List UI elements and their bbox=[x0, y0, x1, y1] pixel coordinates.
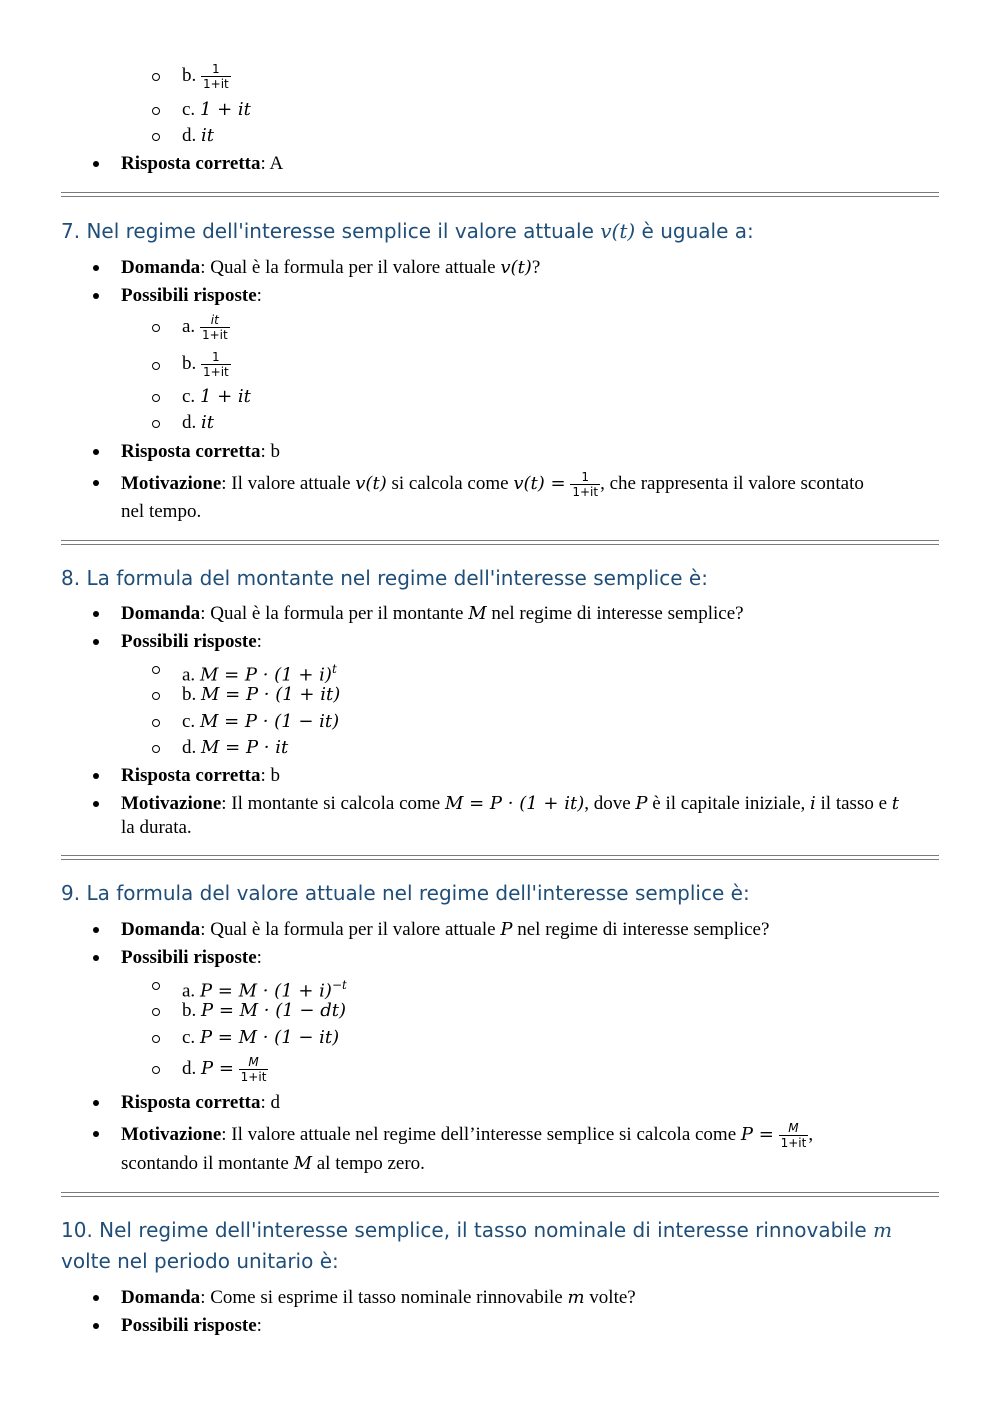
math-expression: M = P · it bbox=[201, 737, 289, 758]
correct-answer-value: : b bbox=[260, 441, 281, 462]
question-8-heading: 8. La formula del montante nel regime dell'interesse semplice è: bbox=[61, 566, 708, 590]
motivation bbox=[121, 470, 864, 499]
math-expression: v(t) = bbox=[513, 472, 566, 494]
answers-label: Possibili risposte bbox=[121, 947, 257, 968]
bullet bbox=[93, 161, 99, 167]
fraction-denominator: 1+it bbox=[780, 1136, 807, 1150]
bullet bbox=[93, 639, 99, 645]
option-bullet bbox=[152, 362, 160, 370]
option-a bbox=[182, 313, 230, 342]
option-bullet bbox=[152, 324, 160, 332]
option-label: a. bbox=[182, 315, 196, 337]
bullet bbox=[93, 611, 99, 617]
bullet bbox=[93, 1100, 99, 1106]
prompt-text: : Qual è la formula per il valore attuale bbox=[200, 257, 501, 278]
math-expression: i bbox=[810, 793, 816, 814]
fraction-denominator: 1+it bbox=[203, 365, 229, 379]
fraction-numerator: M bbox=[788, 1121, 799, 1135]
fraction-numerator: it bbox=[210, 313, 219, 327]
math-exponent: t bbox=[331, 662, 337, 676]
motivation-text: al tempo zero. bbox=[312, 1153, 425, 1174]
math-expression: M bbox=[468, 603, 487, 624]
motivation-text: : Il valore attuale bbox=[221, 472, 356, 494]
answers-heading bbox=[121, 947, 262, 969]
option-c bbox=[182, 99, 251, 121]
motivation-text: si calcola come bbox=[386, 472, 514, 494]
option-c bbox=[182, 1027, 339, 1049]
answers-heading bbox=[121, 1315, 262, 1337]
correct-answer-value: : A bbox=[260, 153, 284, 174]
option-bullet bbox=[152, 745, 160, 753]
answers-colon: : bbox=[256, 285, 262, 306]
correct-answer bbox=[121, 765, 280, 787]
math-expression: P = bbox=[201, 1057, 234, 1079]
fraction-denominator: 1+it bbox=[572, 485, 599, 499]
motivation-text: il tasso e bbox=[815, 793, 892, 814]
math-expression: it bbox=[201, 125, 214, 146]
prompt-text: : Qual è la formula per il montante bbox=[200, 603, 469, 624]
bullet bbox=[93, 449, 99, 455]
section-divider bbox=[61, 1192, 939, 1197]
fraction-numerator: 1 bbox=[212, 350, 220, 364]
bullet bbox=[93, 1295, 99, 1301]
option-label: b. bbox=[182, 64, 197, 86]
bullet bbox=[93, 955, 99, 961]
prompt-label: Domanda bbox=[121, 919, 201, 940]
motivation-text: , che rappresenta il valore scontato bbox=[600, 472, 864, 494]
option-b bbox=[182, 350, 231, 379]
motivation-label: Motivazione bbox=[121, 1123, 222, 1145]
option-bullet bbox=[152, 1066, 160, 1074]
question-prompt bbox=[121, 603, 744, 625]
fraction bbox=[779, 1121, 809, 1150]
answers-label: Possibili risposte bbox=[121, 285, 257, 306]
prompt-text: volte? bbox=[584, 1287, 636, 1308]
motivation bbox=[121, 1121, 813, 1150]
math-expression: M bbox=[293, 1153, 312, 1174]
answers-colon: : bbox=[256, 631, 262, 652]
math-expression: P = M · (1 − it) bbox=[199, 1027, 340, 1048]
answers-heading bbox=[121, 631, 262, 653]
option-bullet bbox=[152, 107, 160, 115]
fraction bbox=[201, 62, 231, 91]
fraction-numerator: M bbox=[248, 1055, 259, 1069]
answers-label: Possibili risposte bbox=[121, 631, 257, 652]
math-expression: v(t) bbox=[600, 219, 636, 243]
motivation-line-2: nel tempo. bbox=[121, 501, 202, 522]
option-bullet bbox=[152, 133, 160, 141]
math-expression: P = bbox=[740, 1123, 774, 1145]
fraction bbox=[239, 1055, 269, 1084]
option-a bbox=[182, 974, 347, 1002]
prompt-text: : Come si esprime il tasso nominale rinnovabile bbox=[200, 1287, 568, 1308]
bullet bbox=[93, 480, 99, 486]
option-bullet bbox=[152, 73, 160, 81]
heading-text: è uguale a: bbox=[635, 219, 754, 243]
option-label: a. bbox=[182, 980, 196, 1002]
motivation-text: , dove bbox=[584, 793, 636, 814]
motivation-label: Motivazione bbox=[121, 472, 222, 494]
option-bullet bbox=[152, 982, 160, 990]
answers-colon: : bbox=[256, 947, 262, 968]
option-bullet bbox=[152, 1035, 160, 1043]
motivation-text: scontando il montante bbox=[121, 1153, 294, 1174]
option-label: d. bbox=[182, 737, 197, 758]
answers-heading bbox=[121, 285, 262, 307]
question-prompt bbox=[121, 1287, 636, 1309]
fraction bbox=[201, 350, 231, 379]
option-label: c. bbox=[182, 1027, 196, 1048]
question-prompt bbox=[121, 919, 769, 941]
option-label: a. bbox=[182, 664, 196, 686]
option-d bbox=[182, 412, 214, 434]
fraction-denominator: 1+it bbox=[203, 77, 229, 91]
math-expression: M = P · (1 − it) bbox=[199, 711, 340, 732]
motivation-label: Motivazione bbox=[121, 793, 222, 814]
question-10-heading bbox=[61, 1215, 892, 1245]
math-expression: 1 + it bbox=[199, 99, 251, 120]
bullet bbox=[93, 293, 99, 299]
math-expression: P = M · (1 − dt) bbox=[201, 1000, 347, 1021]
question-7-heading bbox=[61, 216, 754, 246]
prompt-label: Domanda bbox=[121, 603, 201, 624]
fraction bbox=[200, 313, 230, 342]
motivation-text: è il capitale iniziale, bbox=[647, 793, 811, 814]
math-expression: it bbox=[201, 412, 214, 433]
option-label: b. bbox=[182, 1000, 197, 1021]
math-expression: 1 + it bbox=[199, 386, 251, 407]
option-bullet bbox=[152, 394, 160, 402]
fraction-denominator: 1+it bbox=[240, 1070, 267, 1084]
option-c bbox=[182, 386, 251, 408]
option-label: d. bbox=[182, 125, 197, 146]
correct-answer-value: : d bbox=[260, 1092, 281, 1113]
option-bullet bbox=[152, 692, 160, 700]
math-expression: P bbox=[500, 919, 513, 940]
math-expression: P bbox=[635, 793, 648, 814]
prompt-text: : Qual è la formula per il valore attuale bbox=[200, 919, 501, 940]
section-divider bbox=[61, 192, 939, 197]
option-d bbox=[182, 125, 214, 147]
option-label: d. bbox=[182, 412, 197, 433]
section-divider bbox=[61, 540, 939, 545]
correct-answer-label: Risposta corretta bbox=[121, 1092, 261, 1113]
section-divider bbox=[61, 855, 939, 860]
math-expression: M = P · (1 + it) bbox=[444, 793, 585, 814]
math-expression: m bbox=[873, 1218, 893, 1242]
answers-colon: : bbox=[256, 1315, 262, 1336]
option-label: c. bbox=[182, 99, 196, 120]
bullet bbox=[93, 1323, 99, 1329]
correct-answer bbox=[121, 153, 283, 175]
math-expression: m bbox=[567, 1287, 585, 1308]
bullet bbox=[93, 801, 99, 807]
question-prompt bbox=[121, 257, 540, 279]
option-label: d. bbox=[182, 1057, 197, 1079]
option-label: b. bbox=[182, 684, 197, 705]
option-d bbox=[182, 737, 288, 759]
correct-answer-label: Risposta corretta bbox=[121, 441, 261, 462]
option-label: b. bbox=[182, 352, 197, 374]
heading-text: 7. Nel regime dell'interesse semplice il valore attuale bbox=[61, 219, 601, 243]
motivation-text: , bbox=[808, 1123, 814, 1145]
motivation-line-2: la durata. bbox=[121, 817, 192, 838]
prompt-text: nel regime di interesse semplice? bbox=[512, 919, 770, 940]
question-10-heading-line-2: volte nel periodo unitario è: bbox=[61, 1249, 339, 1273]
correct-answer-value: : b bbox=[260, 765, 281, 786]
math-expression: M = P · (1 + it) bbox=[201, 684, 341, 705]
option-bullet bbox=[152, 719, 160, 727]
correct-answer bbox=[121, 441, 280, 463]
fraction-numerator: 1 bbox=[581, 470, 590, 484]
option-label: c. bbox=[182, 711, 196, 732]
bullet bbox=[93, 927, 99, 933]
option-b bbox=[182, 1000, 346, 1022]
correct-answer bbox=[121, 1092, 280, 1114]
prompt-label: Domanda bbox=[121, 257, 201, 278]
heading-text: 10. Nel regime dell'interesse semplice, il tasso nominale di interesse rinnovabile bbox=[61, 1218, 874, 1242]
math-expression: v(t) bbox=[500, 257, 532, 278]
motivation-text: : Il valore attuale nel regime dell’interesse semplice si calcola come bbox=[221, 1123, 741, 1145]
option-b bbox=[182, 684, 340, 706]
option-label: c. bbox=[182, 386, 196, 407]
option-b bbox=[182, 62, 231, 91]
correct-answer-label: Risposta corretta bbox=[121, 153, 261, 174]
answers-label: Possibili risposte bbox=[121, 1315, 257, 1336]
fraction-numerator: 1 bbox=[212, 62, 220, 76]
motivation bbox=[121, 793, 899, 815]
math-expression: v(t) bbox=[355, 472, 387, 494]
correct-answer-label: Risposta corretta bbox=[121, 765, 261, 786]
prompt-text: nel regime di interesse semplice? bbox=[486, 603, 744, 624]
math-expression: t bbox=[891, 793, 900, 814]
prompt-label: Domanda bbox=[121, 1287, 201, 1308]
fraction bbox=[570, 470, 600, 499]
option-bullet bbox=[152, 420, 160, 428]
option-bullet bbox=[152, 1008, 160, 1016]
math-expression: M = P · (1 + i) bbox=[199, 664, 332, 686]
motivation-text: : Il montante si calcola come bbox=[221, 793, 445, 814]
option-bullet bbox=[152, 666, 160, 674]
motivation-line-2 bbox=[121, 1153, 425, 1175]
fraction-denominator: 1+it bbox=[201, 328, 228, 342]
bullet bbox=[93, 773, 99, 779]
option-a bbox=[182, 658, 337, 686]
option-c bbox=[182, 711, 339, 733]
option-d bbox=[182, 1055, 268, 1084]
prompt-text: ? bbox=[531, 257, 541, 278]
bullet bbox=[93, 265, 99, 271]
math-exponent: −t bbox=[331, 978, 347, 992]
question-9-heading: 9. La formula del valore attuale nel regime dell'interesse semplice è: bbox=[61, 881, 750, 905]
math-expression: P = M · (1 + i) bbox=[199, 980, 332, 1002]
bullet bbox=[93, 1131, 99, 1137]
